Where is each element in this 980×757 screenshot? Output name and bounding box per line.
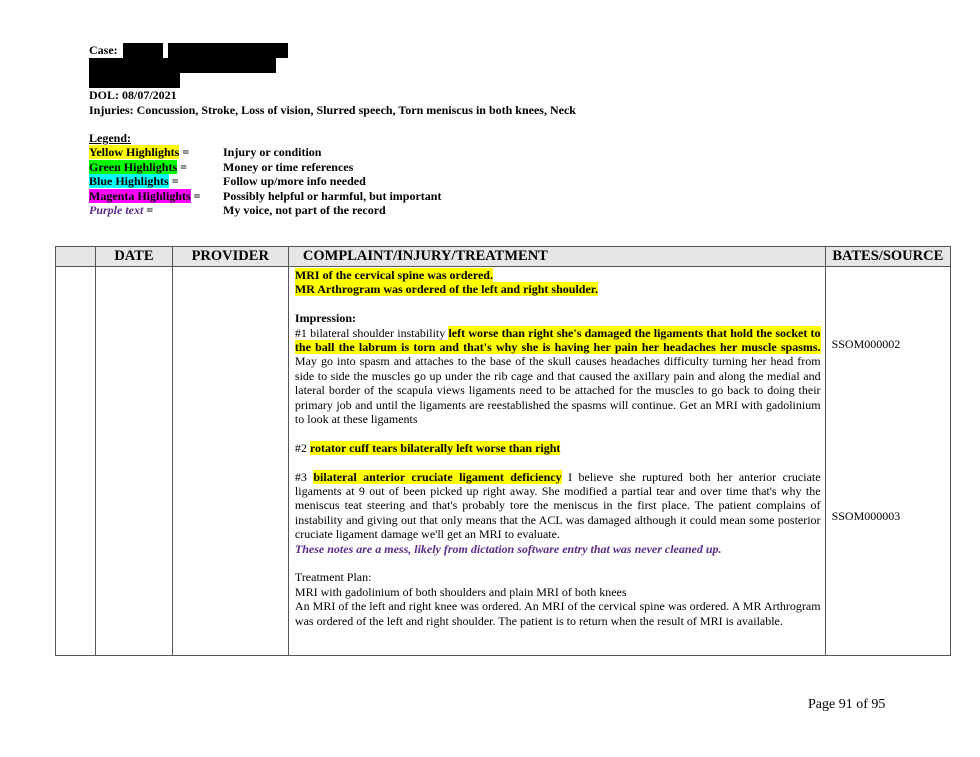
redaction-block: [89, 73, 180, 88]
col-header-bates: BATES/SOURCE: [825, 247, 950, 267]
legend-key-yellow: Yellow Highlights: [89, 145, 180, 160]
legend: [89, 131, 441, 217]
page-number: Page 91 of 95: [808, 697, 886, 712]
case-header: [89, 43, 789, 117]
legend-key-blue: Blue Highlights: [89, 174, 169, 189]
bates-number: SSOM000002: [831, 337, 901, 351]
col-header-date: DATE: [96, 247, 172, 267]
impression-item-3: #3 bilateral anterior cruciate ligament deficiency I believe she ruptured both her anterior cruciate ligaments at 9 out of been picked up right away. She modified a partial tear and over time that's why the meniscus teat steering and that's probably tore the meniscus in the first place. The patient complains of instability and giving out that only means that the ACL was damaged although it could mean some posterior cruciate ligament damage we'll get an MRI to evaluate.: [294, 469, 821, 542]
case-label: Case:: [89, 43, 118, 57]
reviewer-note: These notes are a mess, likely from dictation software entry that was never cleaned up.: [294, 541, 722, 556]
legend-key-purple: Purple text: [89, 203, 144, 218]
injuries-line: Injuries: Concussion, Stroke, Loss of vision, Slurred speech, Torn meniscus in both knees, Neck: [89, 102, 576, 117]
legend-equals: =: [143, 203, 154, 218]
col-header-index: [56, 247, 96, 267]
legend-key-magenta: Magenta Highlights: [89, 188, 191, 203]
legend-desc-green: Money or time references: [223, 159, 354, 174]
legend-row-yellow: [89, 145, 441, 159]
impression-item-1: #1 bilateral shoulder instability left worse than right she's damaged the ligaments that hold the socket to the ball the labrum is torn and that's why she is having her pain her headaches her muscle spasms. May go into spasm and attaches to the base of the skull causes headaches difficulty turning her head from side to side the muscles go up under the rib cage and that caused the axillary pain and along the medial and lateral border of the scapula views ligaments need to be attached for the muscles to go back to doing their primary job and until the ligaments are reestablished the spasms will continue. Get an MRI with gadolinium to look at these ligaments: [294, 325, 821, 427]
legend-equals: =: [177, 159, 187, 174]
legend-desc-blue: Follow up/more info needed: [223, 174, 366, 189]
legend-desc-purple: My voice, not part of the record: [223, 203, 386, 218]
legend-key-green: Green Highlights: [89, 159, 178, 174]
legend-row-magenta: [89, 189, 441, 203]
legend-row-purple: [89, 203, 441, 217]
dol-line: DOL: 08/07/2021: [89, 88, 177, 102]
highlight-rotator-cuff: rotator cuff tears bilaterally left worse than right: [309, 440, 561, 455]
redaction-block: [123, 43, 163, 58]
treatment-plan-line-1: MRI with gadolinium of both shoulders and plain MRI of both knees: [294, 584, 627, 599]
cell-provider: [172, 267, 288, 656]
legend-title: Legend:: [89, 131, 131, 145]
col-header-complaint: COMPLAINT/INJURY/TREATMENT: [288, 247, 825, 267]
highlight-cervical-mri: MRI of the cervical spine was ordered.: [294, 268, 493, 282]
impression-label: Impression:: [294, 311, 357, 326]
table-header-row: [56, 247, 951, 267]
legend-desc-magenta: Possibly helpful or harmful, but important: [223, 188, 442, 203]
cell-date: [96, 267, 172, 656]
case-line: [89, 43, 789, 58]
legend-desc-yellow: Injury or condition: [223, 145, 322, 160]
redaction-block: [89, 58, 276, 73]
records-table: [55, 246, 951, 656]
table-row: [56, 267, 951, 656]
highlight-shoulder-injury: left worse than right she's damaged the ligaments that hold the socket to the ball the labrum is torn and that's why she is having her pain her headaches her muscle spasms.: [294, 325, 821, 355]
cell-bates: [825, 267, 950, 656]
legend-row-green: [89, 160, 441, 174]
legend-equals: =: [179, 145, 190, 160]
redaction-block: [168, 43, 288, 58]
legend-equals: =: [190, 188, 201, 203]
legend-equals: =: [168, 174, 179, 189]
highlight-acl: bilateral anterior cruciate ligament deficiency: [313, 469, 562, 484]
cell-treatment: [288, 267, 825, 656]
treatment-plan-label: Treatment Plan:: [294, 570, 372, 585]
highlight-shoulder-arthrogram: MR Arthrogram was ordered of the left and right shoulder.: [294, 282, 598, 297]
legend-row-blue: [89, 174, 441, 188]
cell-index: [56, 267, 96, 656]
impression-item-2: #2 rotator cuff tears bilaterally left worse than right: [294, 440, 561, 455]
treatment-plan-line-2: An MRI of the left and right knee was ordered. An MRI of the cervical spine was ordered. A MR Arthrogram was ordered of the left and right shoulder. The patient is to return when the result of MRI is available.: [294, 599, 821, 628]
bates-number: SSOM000003: [831, 509, 901, 523]
col-header-provider: PROVIDER: [172, 247, 288, 267]
